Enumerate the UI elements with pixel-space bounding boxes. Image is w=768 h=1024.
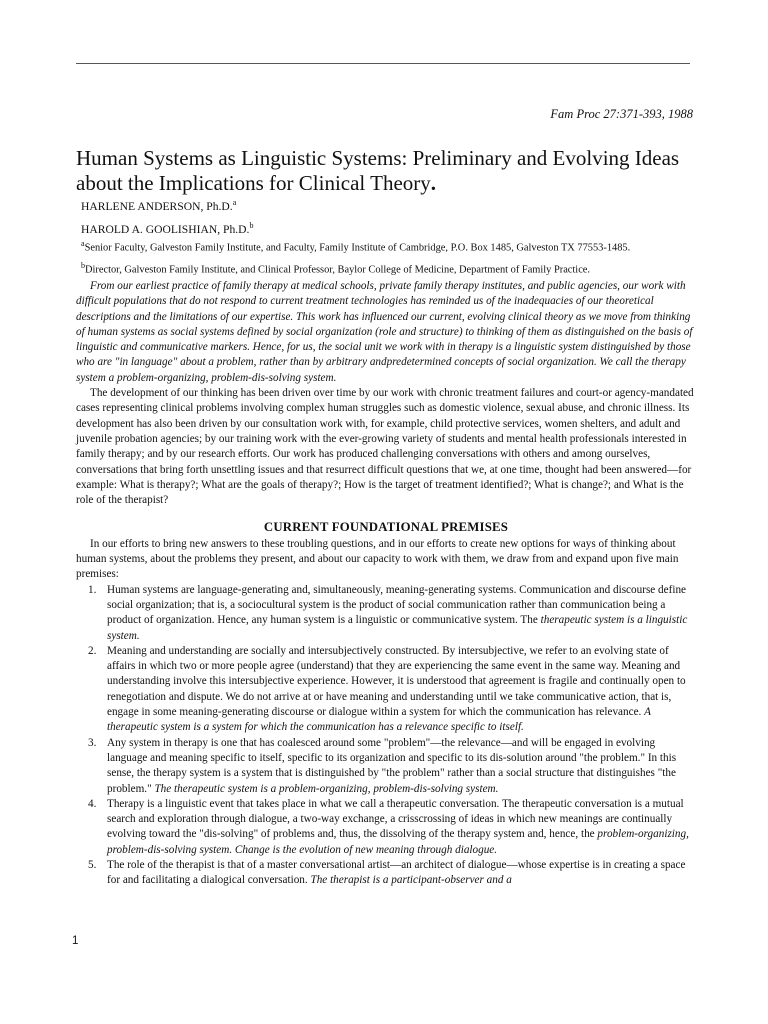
article-body — [76, 279, 696, 889]
premise-emphasis: The therapist is a participant-observer and a — [310, 874, 512, 887]
premise-text: Human systems are language-generating and, simultaneously, meaning-generating systems. Communication and discourse define social organization; that is, a sociocultural system is the product of social communication rather than communication being a product of organization. Hence, any human system is a linguistic or communicative system. The — [107, 583, 687, 627]
page-number: 1 — [72, 935, 79, 947]
author-name: HAROLD A. GOOLISHIAN, Ph.D. — [81, 222, 250, 236]
author-name: HARLENE ANDERSON, Ph.D. — [81, 199, 233, 213]
list-number: 2. — [88, 644, 97, 657]
author-1 — [81, 198, 236, 213]
premise-emphasis: problem-organizing, problem-dis-solving system. Change is the evolution of new meaning through dialogue. — [107, 828, 689, 856]
affiliation-text: Senior Faculty, Galveston Family Institute, and Faculty, Family Institute of Cambridge, P.O. Box 1485, Galveston TX 77553-1485. — [84, 242, 631, 254]
premise-emphasis: therapeutic system is a linguistic system. — [107, 614, 688, 642]
author-sup: b — [249, 221, 254, 230]
affiliation-sup: a — [81, 239, 85, 248]
list-number: 4. — [88, 797, 97, 810]
affiliation-sup: b — [81, 261, 85, 270]
section-intro: In our efforts to bring new answers to these troubling questions, and in our efforts to create new options for ways of thinking about human systems, about the problems they present, and about our capacity to work with them, we draw from and expand upon five main premises: — [76, 537, 679, 581]
title-mark: . — [430, 171, 437, 195]
premise-1 — [76, 583, 696, 644]
premise-2 — [76, 644, 696, 736]
premise-text: The role of the therapist is that of a master conversational artist—an architect of dialogue—whose expertise is in creating a space for and facilitating a dialogical conversation. — [107, 858, 686, 887]
journal-citation: Fam Proc 27:371-393, 1988 — [550, 107, 693, 121]
premise-5 — [76, 858, 696, 889]
list-number: 1. — [88, 583, 97, 596]
section-heading: CURRENT FOUNDATIONAL PREMISES — [263, 520, 509, 535]
premise-3 — [76, 736, 696, 797]
author-sup: a — [232, 198, 237, 207]
premise-text: Meaning and understanding are socially and intersubjectively constructed. By intersubjective, we refer to an evolving state of affairs in which two or more people agree (understand) that they are experiencing the same event in the same way. Meaning and understanding involve this intersubjective experience. However, it is understood that agreement is fragile and continually open to renegotiation and dispute. We do not arrive at or have meaning and understanding until we take communicative action, that is, engage in some meaning-generating discourse or dialogue within a system for which the communication has relevance. — [107, 644, 686, 719]
top-rule — [76, 63, 690, 64]
premises-list — [76, 583, 696, 889]
affiliation-b — [81, 261, 721, 275]
list-number: 3. — [88, 736, 97, 749]
intro-paragraph: The development of our thinking has been driven over time by our work with chronic treatment failures and court-or agency-mandated cases representing clinical problems involving complex human struggles such as domestic violence, sexual abuse, and chronic illness. Its development has also been driven by our consultation work with, for example, child protective services, women shelters, and adult and juvenile probation agencies; by our training work with the ever-growing variety of students and mental health professionals interested in family therapy; and by our research efforts. Our work has produced challenging conversations with others and among ourselves, conversations that bring forth unsettling issues and that resurrect difficult questions that we, at one time, thought had been answered—for example: What is therapy?; What are the goals of therapy?; How is the target of treatment identified?; What is change?; and What is the role of the therapist? — [76, 387, 694, 507]
paper-title-text: Human Systems as Linguistic Systems: Preliminary and Evolving Ideas about the Implications for Clinical Theory — [76, 146, 680, 195]
premise-emphasis: The therapeutic system is a problem-organizing, problem-dis-solving system. — [154, 782, 499, 795]
premise-emphasis: A therapeutic system is a system for which the communication has a relevance specific to itself. — [107, 706, 651, 734]
abstract: From our earliest practice of family therapy at medical schools, private family therapy institutes, and public agencies, our work with difficult populations that do not respond to current treatment technologies has reminded us of the inadequacies of our theoretical descriptions and the limitations of our expertise. This work has influenced our current, evolving clinical theory as we move from thinking of human systems as social systems defined by social organization (role and structure) to thinking of them as distinguished on the basis of linguistic and communicative markers. Hence, for us, the social unit we work with in therapy is a linguistic system distinguished by those who are "in language" about a problem, rather than by arbitrary andpredetermined concepts of social organization. We call the therapy system a problem-organizing, problem-dis-solving system. — [76, 280, 693, 384]
premise-text: Therapy is a linguistic event that takes place in what we call a therapeutic conversation. The therapeutic conversation is a mutual search and exploration through dialogue, a two-way exchange, a crisscrossing of ideas in which new meanings are continually evolving toward the "dis-solving" of problems and, thus, the dissolving of the therapy system and, hence, the — [107, 797, 684, 841]
list-number: 5. — [88, 858, 97, 871]
affiliation-a — [81, 239, 721, 253]
paper-title — [76, 146, 716, 196]
premise-text: Any system in therapy is one that has coalesced around some "problem"—the relevance—and will be engaged in evolving language and meaning specific to itself, specific to its organization and specific to its dis-solution around "the problem." In this sense, the therapy system is a system that is distinguished by "the problem" rather than a social structure that distinguishes "the problem." — [107, 736, 677, 795]
affiliation-text: Director, Galveston Family Institute, and Clinical Professor, Baylor College of Medicine, Department of Family Practice. — [85, 264, 591, 276]
author-2 — [81, 221, 253, 236]
premise-4 — [76, 797, 696, 858]
